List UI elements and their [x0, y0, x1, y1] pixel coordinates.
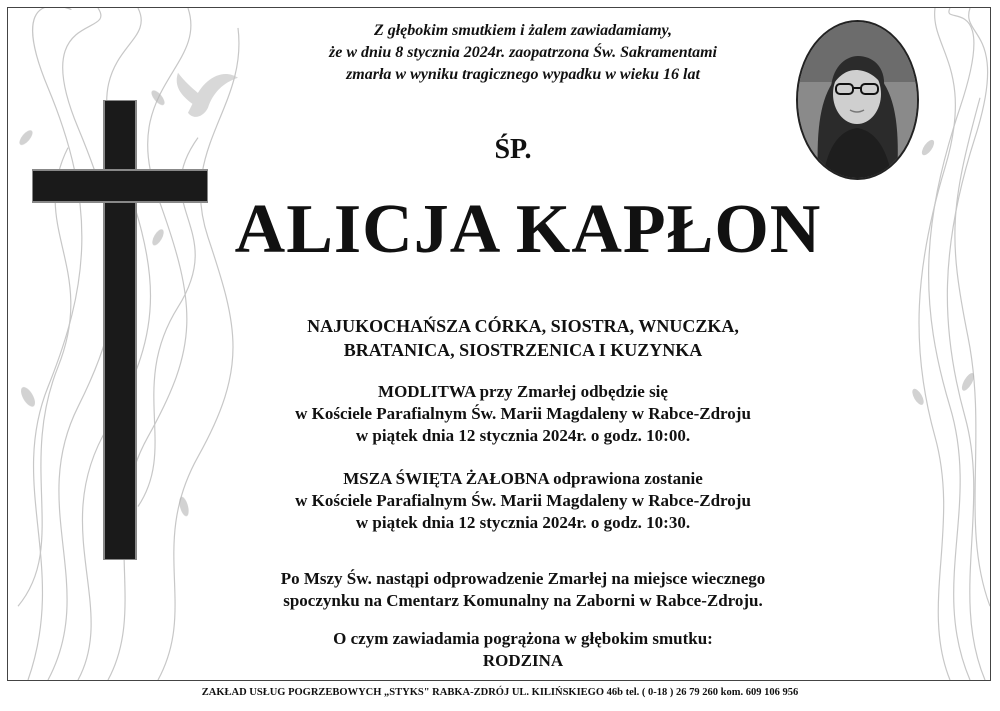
announcement-intro [238, 20, 808, 86]
latin-cross-icon [32, 100, 208, 560]
intro-line: Z głębokim smutkiem i żalem zawiadamiamy, [373, 22, 673, 39]
obituary-card [7, 7, 991, 681]
burial-details [238, 568, 808, 612]
closing-text [238, 628, 808, 672]
name-prefix: ŚP. [494, 134, 532, 165]
mass-line: MSZA ŚWIĘTA ŻAŁOBNA odprawiona zostanie [343, 469, 703, 488]
relations-text [238, 314, 808, 362]
funeral-home-footer: ZAKŁAD USŁUG POGRZEBOWYCH „STYKS" RABKA-ZDRÓJ UL. KILIŃSKIEGO 46b tel. ( 0-18 ) 26 79 260 kom. 609 106 956 [201, 687, 799, 698]
smoke-ornament-right [910, 8, 990, 680]
portrait-photo [796, 20, 919, 180]
intro-line: że w dniu 8 stycznia 2024r. zaopatrzona Św. Sakramentami [329, 44, 717, 61]
mass-details [238, 468, 808, 534]
closing-line: O czym zawiadamia pogrążona w głębokim smutku: [333, 629, 713, 648]
prayer-line: w piątek dnia 12 stycznia 2024r. o godz. 10:00. [355, 426, 691, 445]
burial-line: Po Mszy Św. nastąpi odprowadzenie Zmarłej na miejsce wiecznego [280, 569, 766, 588]
deceased-name: ALICJA KAPŁON [234, 191, 822, 268]
prayer-details [238, 381, 808, 447]
relations-line: BRATANICA, SIOSTRZENICA I KUZYNKA [343, 340, 703, 360]
relations-line: NAJUKOCHAŃSZA CÓRKA, SIOSTRA, WNUCZKA, [307, 316, 739, 336]
prayer-line: MODLITWA przy Zmarłej odbędzie się [378, 382, 668, 401]
intro-line: zmarła w wyniku tragicznego wypadku w wieku 16 lat [346, 66, 700, 83]
closing-signature: RODZINA [482, 651, 564, 670]
burial-line: spoczynku na Cmentarz Komunalny na Zaborni w Rabce-Zdroju. [283, 591, 763, 610]
mass-line: w Kościele Parafialnym Św. Marii Magdaleny w Rabce-Zdroju [295, 491, 751, 510]
mass-line: w piątek dnia 12 stycznia 2024r. o godz. 10:30. [355, 513, 691, 532]
prayer-line: w Kościele Parafialnym Św. Marii Magdaleny w Rabce-Zdroju [295, 404, 751, 423]
